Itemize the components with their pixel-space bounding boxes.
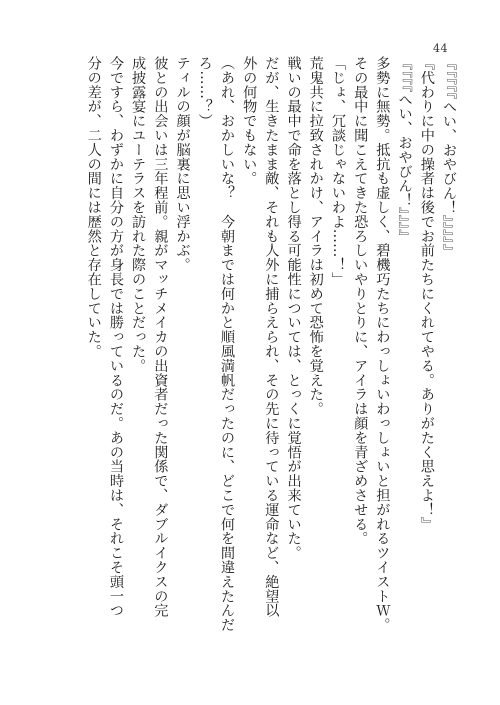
text-line: 『代わりに中の操者は後でお前たちにくれてやる。ありがたく思えよ！』: [418, 56, 435, 532]
text-line: 戦いの最中で命を落とし得る可能性については、とっくに覚悟が出来ていた。: [285, 56, 302, 560]
text-line: 「じょ、冗談じゃないわよ……！」: [329, 56, 346, 287]
text-line: だが、生きたまま敵、それも人外に捕らえられ、その先に待っている運命など、絶望以: [263, 56, 280, 618]
vertical-text-body: [60, 56, 460, 666]
text-line: 多勢に無勢。抵抗も虚しく、碧機巧たちにわっしょいわっしょいと担がれるツイストＷ。: [374, 56, 391, 632]
text-line: 『『『『へい、おやびん！』』』』: [396, 56, 413, 244]
text-line: 外の何物でもない。: [241, 56, 258, 186]
text-line: その最中に聞こえてきた恐ろしいやりとりに、アイラは顔を青ざめさせる。: [352, 56, 369, 546]
text-line: 今ですら、わずかに自分の方が身長では勝っているのだ。あの当時は、それこそ頭一つ: [107, 56, 124, 618]
text-line: 彼との出会いは三年程前。親がマッチメイカの出資者だった関係で、ダブルイクスの完: [152, 56, 169, 618]
text-line: ろ……？）: [196, 56, 213, 128]
text-line: ティルの顔が脳裏に思い浮かぶ。: [174, 56, 191, 272]
page-number: 44: [433, 42, 448, 55]
text-line: 荒鬼共に拉致されかけ、アイラは初めて恐怖を覚えた。: [307, 56, 324, 416]
text-line: （あれ、おかしいな？ 今朝までは何かと順風満帆だったのに、どこで何を間違えたんだ: [218, 56, 235, 632]
text-line: 『『『『『へい、おやびん！』』』』』: [441, 56, 457, 259]
text-line: 成披露宴にユーテラスを訪れた際のことだった。: [130, 56, 147, 373]
text-line: 分の差が、二人の間には歴然と存在していた。: [85, 56, 102, 359]
